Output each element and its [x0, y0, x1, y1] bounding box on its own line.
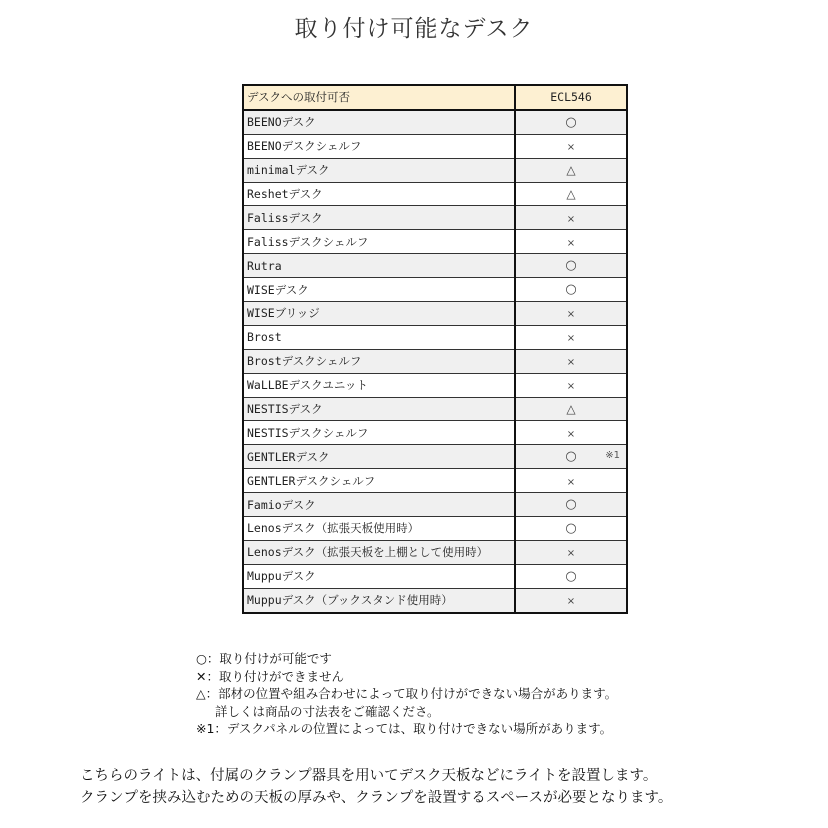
compat-cell [515, 493, 627, 517]
cross-icon: × [566, 357, 576, 369]
table-row [243, 302, 627, 326]
compat-cell [515, 110, 627, 134]
desk-name-cell: BEENOデスク [243, 110, 515, 134]
description-line-1: こちらのライトは、付属のクランプ器具を用いてデスク天板などにライトを設置します。 [80, 768, 658, 784]
legend-cross: ✕：取り付けができません [196, 668, 344, 684]
compat-cell [515, 325, 627, 349]
compat-cell [515, 445, 627, 469]
table-row [243, 278, 627, 302]
desk-name-cell: GENTLERデスク [243, 445, 515, 469]
compat-cell [515, 469, 627, 493]
cross-icon: × [566, 237, 576, 249]
table-row [243, 182, 627, 206]
cross-icon: × [566, 476, 576, 488]
cross-icon: × [566, 213, 576, 225]
table-row [243, 397, 627, 421]
desk-name-cell: Falissデスクシェルフ [243, 230, 515, 254]
legend-triangle-detail: 詳しくは商品の寸法表をご確認くださ。 [215, 703, 440, 719]
table-row [243, 158, 627, 182]
table-row [243, 421, 627, 445]
header-model: ECL546 [515, 85, 627, 110]
compatibility-table [242, 84, 628, 614]
triangle-icon: △ [566, 163, 576, 178]
table-row [243, 134, 627, 158]
desk-name-cell: Famioデスク [243, 493, 515, 517]
footnote-marker: ※1 [605, 450, 620, 462]
compat-cell [515, 540, 627, 564]
compat-cell [515, 302, 627, 326]
desk-name-cell: NESTISデスク [243, 397, 515, 421]
table-row [243, 445, 627, 469]
table-header-row [243, 85, 627, 110]
compat-cell [515, 421, 627, 445]
table-row [243, 349, 627, 373]
desk-name-cell: BEENOデスクシェルフ [243, 134, 515, 158]
compat-cell [515, 349, 627, 373]
header-desk-compat: デスクへの取付可否 [243, 85, 515, 110]
desk-name-cell: Lenosデスク（拡張天板を上棚として使用時） [243, 540, 515, 564]
desk-name-cell: Muppuデスク（ブックスタンド使用時） [243, 588, 515, 612]
desk-name-cell: Reshetデスク [243, 182, 515, 206]
table-row [243, 588, 627, 612]
table-row [243, 325, 627, 349]
compat-cell [515, 254, 627, 278]
table-row [243, 206, 627, 230]
compat-cell [515, 588, 627, 612]
desk-name-cell: Muppuデスク [243, 564, 515, 588]
compat-cell [515, 373, 627, 397]
desk-name-cell: Falissデスク [243, 206, 515, 230]
legend-notes [196, 650, 617, 738]
compat-cell [515, 182, 627, 206]
table-row [243, 110, 627, 134]
cross-icon: × [566, 548, 576, 560]
desk-name-cell: Lenosデスク（拡張天板使用時） [243, 517, 515, 541]
triangle-icon: △ [566, 187, 576, 201]
desk-name-cell: Brostデスクシェルフ [243, 349, 515, 373]
desk-name-cell: Brost [243, 325, 515, 349]
table-row [243, 517, 627, 541]
cross-icon: × [566, 309, 576, 321]
desk-name-cell: GENTLERデスクシェルフ [243, 469, 515, 493]
compat-cell [515, 397, 627, 421]
cross-icon: × [566, 596, 576, 608]
table-body [243, 110, 627, 613]
circle-icon: ○ [565, 568, 577, 584]
description [80, 765, 672, 809]
compat-cell [515, 278, 627, 302]
circle-icon: ○ [565, 520, 577, 536]
legend-footnote-1: ※1：デスクパネルの位置によっては、取り付けできない場所があります。 [196, 721, 613, 736]
cross-icon: × [566, 381, 576, 393]
legend-circle: ○：取り付けが可能です [196, 651, 332, 666]
table-row [243, 564, 627, 588]
circle-icon: ○ [565, 449, 577, 465]
cross-icon: × [566, 428, 576, 440]
table-row [243, 230, 627, 254]
compat-cell [515, 158, 627, 182]
circle-icon: ○ [565, 497, 577, 513]
page-title: 取り付け可能なデスク [294, 16, 534, 42]
compat-cell [515, 230, 627, 254]
desk-name-cell: WaLLBEデスクユニット [243, 373, 515, 397]
desk-name-cell: NESTISデスクシェルフ [243, 421, 515, 445]
table-row [243, 469, 627, 493]
compat-cell [515, 206, 627, 230]
desk-name-cell: minimalデスク [243, 158, 515, 182]
cross-icon: × [566, 333, 576, 345]
circle-icon: ○ [565, 258, 577, 274]
desk-name-cell: WISEブリッジ [243, 302, 515, 326]
desk-name-cell: WISEデスク [243, 278, 515, 302]
legend-triangle: △：部材の位置や組み合わせによって取り付けができない場合があります。 [196, 686, 618, 701]
circle-icon: ○ [565, 114, 577, 130]
table-row [243, 540, 627, 564]
compat-cell [515, 134, 627, 158]
compat-cell [515, 564, 627, 588]
table-row [243, 254, 627, 278]
desk-name-cell: Rutra [243, 254, 515, 278]
triangle-icon: △ [566, 402, 576, 417]
table-row [243, 493, 627, 517]
description-line-2: クランプを挟み込むための天板の厚みや、クランプを設置するスペースが必要となります。 [80, 790, 673, 806]
cross-icon: × [566, 142, 576, 154]
circle-icon: ○ [565, 282, 577, 298]
table-row [243, 373, 627, 397]
compat-cell [515, 517, 627, 541]
